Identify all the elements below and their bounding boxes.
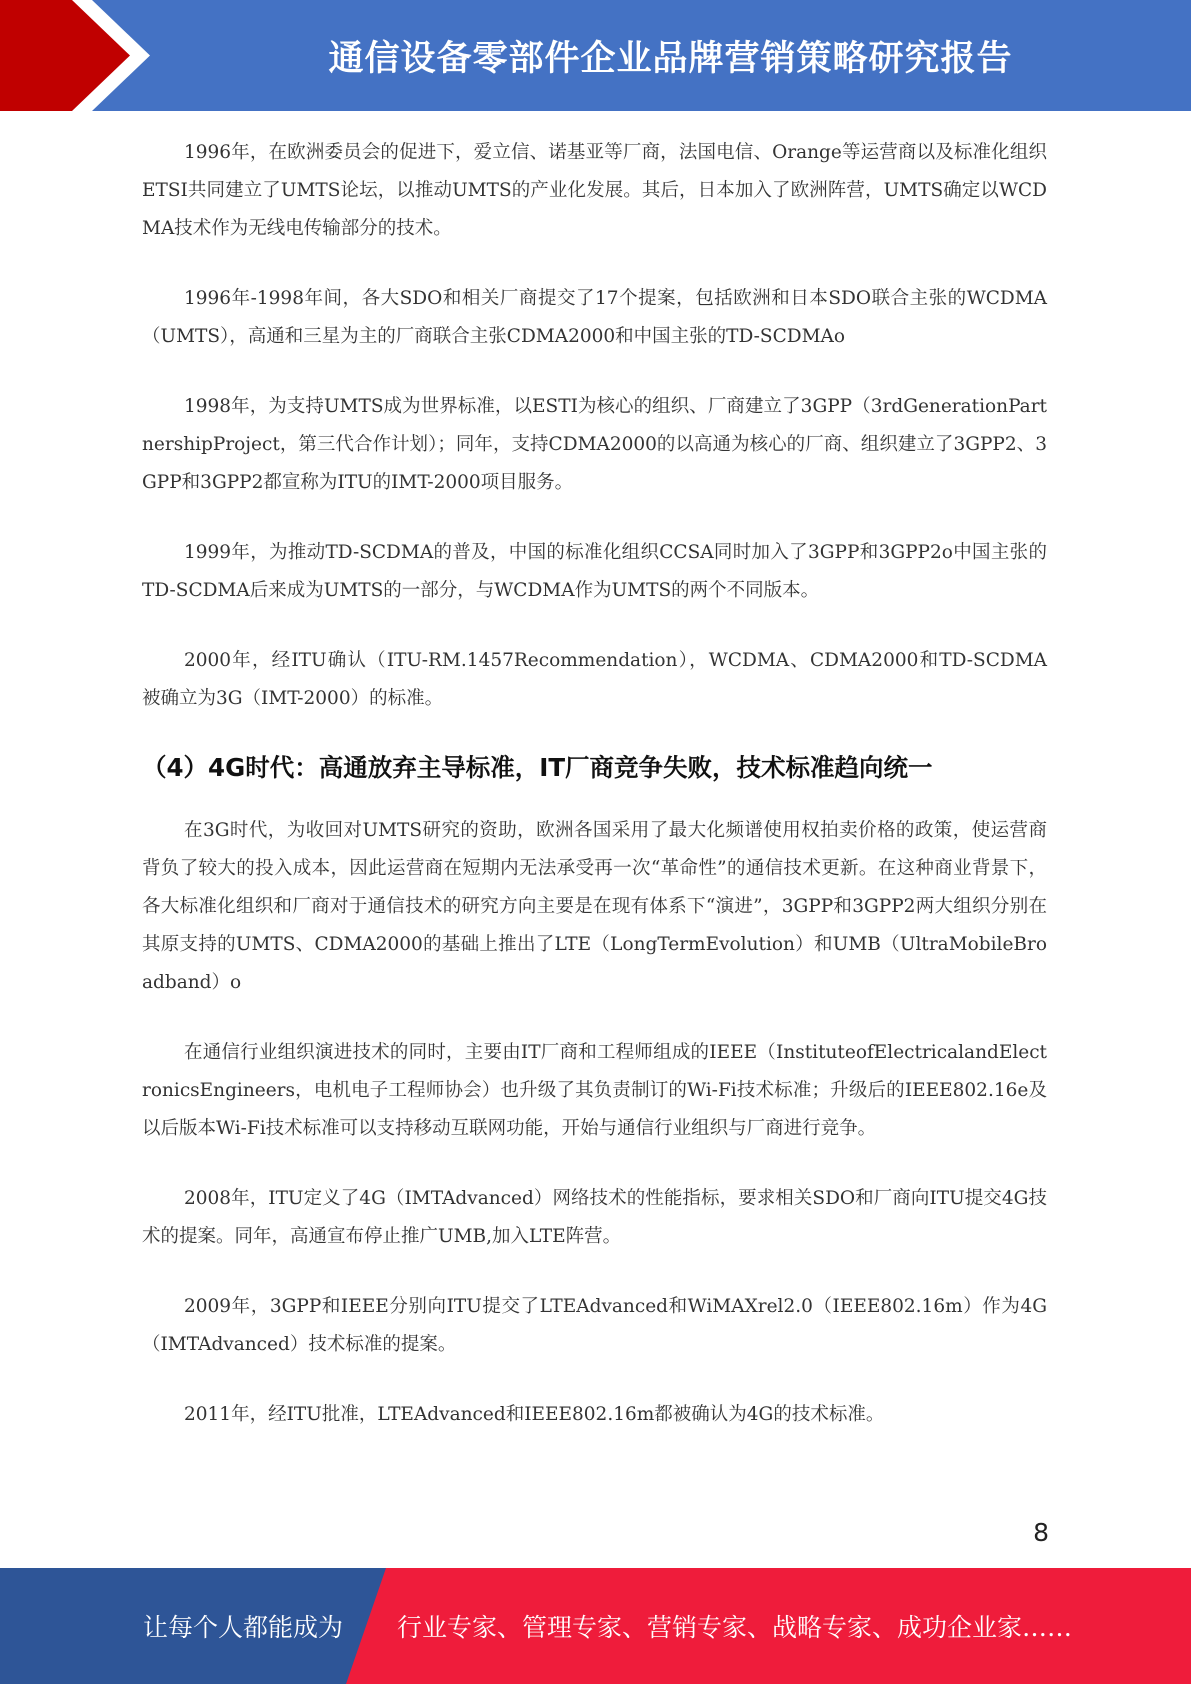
paragraph: 2009年，3GPP和IEEE分别向ITU提交了LTEAdvanced和WiMAXrel2.0（IEEE802.16m）作为4G（IMTAdvanced）技术标准的提案。 (142, 1296, 1047, 1355)
paragraph: 1998年，为支持UMTS成为世界标准，以ESTI为核心的组织、厂商建立了3GPP（3rdGenerationPartnershipProject，第三代合作计划）；同年，支持CDMA2000的以高通为核心的厂商、组织建立了3GPP2、3GPP和3GPP2都宣称为ITU的IMT-2000项目服务。 (142, 396, 1047, 493)
document-body (142, 134, 1047, 1466)
paragraph: 2011年，经ITU批准，LTEAdvanced和IEEE802.16m都被确认为4G的技术标准。 (184, 1404, 885, 1425)
footer-slogan-right: 行业专家、管理专家、营销专家、战略专家、成功企业家…… (397, 1613, 1073, 1642)
page-footer (0, 1568, 1191, 1684)
page-number: 8 (1033, 1518, 1049, 1547)
document-title: 通信设备零部件企业品牌营销策略研究报告 (328, 38, 1013, 79)
footer-slogan-left: 让每个人都能成为 (143, 1613, 344, 1642)
section-heading: （4）4G时代：高通放弃主导标准，IT厂商竞争失败，技术标准趋向统一 (142, 753, 933, 782)
page-header (0, 0, 1191, 111)
paragraph: 1999年，为推动TD-SCDMA的普及，中国的标准化组织CCSA同时加入了3GPP和3GPP2o中国主张的TD-SCDMA后来成为UMTS的一部分，与WCDMA作为UMTS的两个不同版本。 (142, 542, 1047, 601)
paragraph: 在通信行业组织演进技术的同时，主要由IT厂商和工程师组成的IEEE（InstituteofElectricalandElectronicsEngineers，电机电子工程师协会）也升级了其负责制订的Wi-Fi技术标准；升级后的IEEE802.16e及以后版本Wi-Fi技术标准可以支持移动互联网功能，开始与通信行业组织与厂商进行竞争。 (142, 1042, 1047, 1139)
paragraph: 1996年，在欧洲委员会的促进下，爱立信、诺基亚等厂商，法国电信、Orange等运营商以及标准化组织ETSI共同建立了UMTS论坛，以推动UMTS的产业化发展。其后，日本加入了欧洲阵营，UMTS确定以WCDMA技术作为无线电传输部分的技术。 (142, 142, 1047, 239)
paragraph: 2008年，ITU定义了4G（IMTAdvanced）网络技术的性能指标，要求相关SDO和厂商向ITU提交4G技术的提案。同年，高通宣布停止推广UMB,加入LTE阵营。 (142, 1188, 1047, 1247)
paragraph: 2000年，经ITU确认（ITU-RM.1457Recommendation），WCDMA、CDMA2000和TD-SCDMA被确立为3G（IMT-2000）的标准。 (142, 650, 1047, 709)
header-chevron-decoration (0, 0, 160, 111)
paragraph: 在3G时代，为收回对UMTS研究的资助，欧洲各国采用了最大化频谱使用权拍卖价格的政策，使运营商背负了较大的投入成本，因此运营商在短期内无法承受再一次“革命性”的通信技术更新。在这种商业背景下，各大标准化组织和厂商对于通信技术的研究方向主要是在现有体系下“演进”，3GPP和3GPP2两大组织分别在其原支持的UMTS、CDMA2000的基础上推出了LTE（LongTermEvolution）和UMB（UltraMobileBroadband）o (142, 820, 1047, 993)
paragraph: 1996年-1998年间，各大SDO和相关厂商提交了17个提案，包括欧洲和日本SDO联合主张的WCDMA（UMTS），高通和三星为主的厂商联合主张CDMA2000和中国主张的TD-SCDMAo (142, 288, 1047, 347)
